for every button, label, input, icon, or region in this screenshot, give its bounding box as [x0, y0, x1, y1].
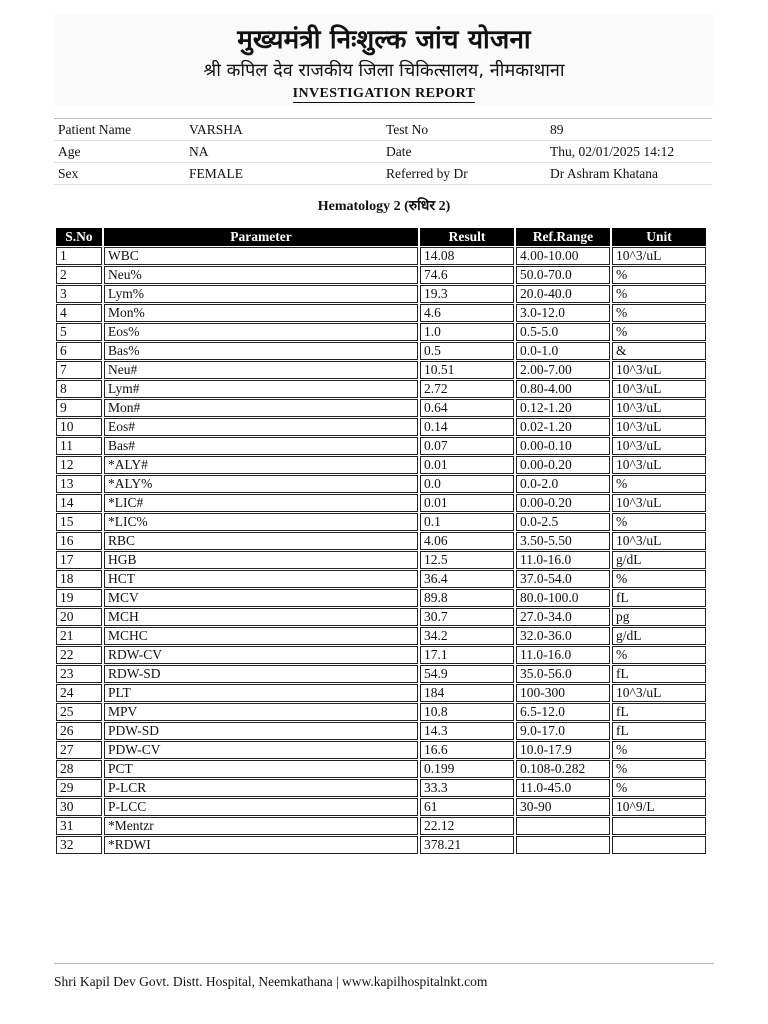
cell-unit: fL [612, 665, 706, 683]
cell-sno: 18 [56, 570, 102, 588]
cell-sno: 11 [56, 437, 102, 455]
cell-result: 61 [420, 798, 514, 816]
cell-result: 0.01 [420, 456, 514, 474]
cell-unit: 10^3/uL [612, 456, 706, 474]
table-row [56, 722, 706, 740]
cell-unit [612, 817, 706, 835]
cell-sno: 8 [56, 380, 102, 398]
cell-sno: 22 [56, 646, 102, 664]
cell-sno: 24 [56, 684, 102, 702]
cell-parameter: P-LCR [104, 779, 418, 797]
cell-parameter: Lym% [104, 285, 418, 303]
cell-ref-range: 35.0-56.0 [516, 665, 610, 683]
table-row [56, 513, 706, 531]
cell-unit: % [612, 646, 706, 664]
cell-result: 2.72 [420, 380, 514, 398]
cell-result: 0.5 [420, 342, 514, 360]
cell-sno: 28 [56, 760, 102, 778]
cell-parameter: *LIC% [104, 513, 418, 531]
cell-ref-range: 2.00-7.00 [516, 361, 610, 379]
patient-info-row [54, 163, 712, 185]
cell-result: 14.3 [420, 722, 514, 740]
cell-result: 54.9 [420, 665, 514, 683]
cell-unit: fL [612, 722, 706, 740]
cell-unit: 10^3/uL [612, 418, 706, 436]
cell-ref-range: 11.0-16.0 [516, 551, 610, 569]
referred-label: Referred by Dr [386, 165, 468, 181]
cell-parameter: Neu# [104, 361, 418, 379]
patient-name: VARSHA [189, 121, 243, 137]
table-row [56, 247, 706, 265]
cell-sno: 14 [56, 494, 102, 512]
cell-parameter: Lym# [104, 380, 418, 398]
table-row [56, 665, 706, 683]
cell-result: 378.21 [420, 836, 514, 854]
cell-parameter: MCH [104, 608, 418, 626]
cell-unit: % [612, 304, 706, 322]
age-value: NA [189, 143, 209, 159]
cell-ref-range: 11.0-16.0 [516, 646, 610, 664]
results-table [54, 227, 708, 855]
cell-sno: 13 [56, 475, 102, 493]
date-value: Thu, 02/01/2025 14:12 [550, 143, 675, 159]
cell-sno: 7 [56, 361, 102, 379]
table-row [56, 760, 706, 778]
cell-sno: 31 [56, 817, 102, 835]
cell-unit: 10^3/uL [612, 361, 706, 379]
cell-unit: pg [612, 608, 706, 626]
cell-ref-range: 30-90 [516, 798, 610, 816]
patient-name-label: Patient Name [58, 121, 132, 137]
cell-unit: 10^3/uL [612, 247, 706, 265]
test-no: 89 [550, 121, 564, 137]
cell-result: 10.8 [420, 703, 514, 721]
cell-result: 1.0 [420, 323, 514, 341]
cell-sno: 27 [56, 741, 102, 759]
table-row [56, 323, 706, 341]
cell-parameter: *RDWI [104, 836, 418, 854]
cell-parameter: Bas% [104, 342, 418, 360]
cell-ref-range: 80.0-100.0 [516, 589, 610, 607]
cell-unit: g/dL [612, 551, 706, 569]
cell-unit: % [612, 741, 706, 759]
cell-unit [612, 836, 706, 854]
cell-sno: 12 [56, 456, 102, 474]
cell-result: 89.8 [420, 589, 514, 607]
cell-sno: 23 [56, 665, 102, 683]
table-row [56, 266, 706, 284]
cell-unit: % [612, 323, 706, 341]
cell-ref-range: 3.0-12.0 [516, 304, 610, 322]
cell-sno: 26 [56, 722, 102, 740]
cell-ref-range: 37.0-54.0 [516, 570, 610, 588]
cell-result: 0.07 [420, 437, 514, 455]
table-row [56, 779, 706, 797]
cell-parameter: HCT [104, 570, 418, 588]
cell-parameter: RDW-CV [104, 646, 418, 664]
cell-sno: 17 [56, 551, 102, 569]
cell-ref-range: 0.12-1.20 [516, 399, 610, 417]
table-row [56, 399, 706, 417]
table-row [56, 361, 706, 379]
table-row [56, 646, 706, 664]
cell-unit: % [612, 760, 706, 778]
cell-result: 0.0 [420, 475, 514, 493]
cell-parameter: MCHC [104, 627, 418, 645]
referred-doctor: Dr Ashram Khatana [550, 165, 658, 181]
header-parameter: Parameter [104, 228, 418, 246]
cell-result: 4.6 [420, 304, 514, 322]
cell-unit: % [612, 570, 706, 588]
cell-sno: 3 [56, 285, 102, 303]
cell-sno: 16 [56, 532, 102, 550]
cell-result: 14.08 [420, 247, 514, 265]
header-result: Result [420, 228, 514, 246]
cell-parameter: *Mentzr [104, 817, 418, 835]
cell-unit: fL [612, 589, 706, 607]
cell-result: 36.4 [420, 570, 514, 588]
table-row [56, 570, 706, 588]
cell-result: 34.2 [420, 627, 514, 645]
cell-sno: 2 [56, 266, 102, 284]
cell-parameter: Eos% [104, 323, 418, 341]
cell-result: 0.1 [420, 513, 514, 531]
report-title-text: INVESTIGATION REPORT [292, 86, 476, 101]
cell-sno: 20 [56, 608, 102, 626]
cell-result: 184 [420, 684, 514, 702]
cell-ref-range: 0.5-5.0 [516, 323, 610, 341]
cell-ref-range: 0.00-0.20 [516, 456, 610, 474]
table-row [56, 798, 706, 816]
cell-sno: 15 [56, 513, 102, 531]
table-row [56, 456, 706, 474]
sex-value: FEMALE [189, 165, 243, 181]
cell-parameter: *LIC# [104, 494, 418, 512]
cell-parameter: RBC [104, 532, 418, 550]
date-label: Date [386, 143, 412, 159]
cell-ref-range: 10.0-17.9 [516, 741, 610, 759]
cell-sno: 1 [56, 247, 102, 265]
table-row [56, 380, 706, 398]
cell-unit: 10^3/uL [612, 380, 706, 398]
cell-sno: 5 [56, 323, 102, 341]
table-row [56, 304, 706, 322]
cell-parameter: PCT [104, 760, 418, 778]
cell-unit: 10^9/L [612, 798, 706, 816]
cell-unit: 10^3/uL [612, 532, 706, 550]
cell-result: 0.14 [420, 418, 514, 436]
table-row [56, 342, 706, 360]
cell-result: 0.199 [420, 760, 514, 778]
cell-ref-range: 4.00-10.00 [516, 247, 610, 265]
cell-sno: 32 [56, 836, 102, 854]
cell-sno: 4 [56, 304, 102, 322]
cell-parameter: PDW-CV [104, 741, 418, 759]
patient-info [54, 118, 712, 185]
cell-result: 4.06 [420, 532, 514, 550]
cell-sno: 30 [56, 798, 102, 816]
cell-unit: & [612, 342, 706, 360]
cell-parameter: Mon% [104, 304, 418, 322]
report-header [54, 14, 714, 106]
cell-ref-range: 0.108-0.282 [516, 760, 610, 778]
table-row [56, 608, 706, 626]
cell-unit: fL [612, 703, 706, 721]
cell-sno: 29 [56, 779, 102, 797]
cell-ref-range: 0.0-2.5 [516, 513, 610, 531]
cell-parameter: Neu% [104, 266, 418, 284]
cell-result: 12.5 [420, 551, 514, 569]
header-ref-range: Ref.Range [516, 228, 610, 246]
scheme-title: मुख्यमंत्री निःशुल्क जांच योजना [237, 25, 531, 55]
cell-unit: 10^3/uL [612, 399, 706, 417]
cell-ref-range: 32.0-36.0 [516, 627, 610, 645]
cell-ref-range [516, 836, 610, 854]
footer [54, 963, 714, 990]
cell-result: 0.64 [420, 399, 514, 417]
cell-parameter: Bas# [104, 437, 418, 455]
cell-ref-range: 6.5-12.0 [516, 703, 610, 721]
cell-parameter: *ALY% [104, 475, 418, 493]
table-row [56, 285, 706, 303]
cell-sno: 19 [56, 589, 102, 607]
cell-parameter: RDW-SD [104, 665, 418, 683]
cell-sno: 10 [56, 418, 102, 436]
table-row [56, 589, 706, 607]
test-no-label: Test No [386, 121, 429, 137]
table-row [56, 418, 706, 436]
cell-result: 22.12 [420, 817, 514, 835]
cell-parameter: P-LCC [104, 798, 418, 816]
cell-unit: 10^3/uL [612, 437, 706, 455]
cell-sno: 6 [56, 342, 102, 360]
cell-result: 17.1 [420, 646, 514, 664]
footer-text: Shri Kapil Dev Govt. Distt. Hospital, Neemkathana | www.kapilhospitalnkt.com [54, 974, 488, 989]
cell-sno: 21 [56, 627, 102, 645]
cell-ref-range: 0.0-2.0 [516, 475, 610, 493]
cell-sno: 25 [56, 703, 102, 721]
table-row [56, 494, 706, 512]
cell-ref-range: 50.0-70.0 [516, 266, 610, 284]
cell-ref-range: 0.80-4.00 [516, 380, 610, 398]
cell-unit: % [612, 266, 706, 284]
patient-info-row [54, 141, 712, 163]
table-header-row [56, 228, 706, 246]
cell-ref-range: 20.0-40.0 [516, 285, 610, 303]
header-unit: Unit [612, 228, 706, 246]
hospital-name: श्री कपिल देव राजकीय जिला चिकित्सालय, नीमकाथाना [203, 60, 565, 81]
cell-ref-range: 0.00-0.20 [516, 494, 610, 512]
cell-result: 16.6 [420, 741, 514, 759]
report-title [54, 86, 714, 102]
cell-ref-range [516, 817, 610, 835]
cell-unit: % [612, 513, 706, 531]
table-row [56, 817, 706, 835]
sex-label: Sex [58, 165, 79, 181]
cell-sno: 9 [56, 399, 102, 417]
table-row [56, 836, 706, 854]
cell-unit: % [612, 779, 706, 797]
cell-parameter: MPV [104, 703, 418, 721]
cell-result: 74.6 [420, 266, 514, 284]
cell-unit: % [612, 475, 706, 493]
cell-result: 19.3 [420, 285, 514, 303]
cell-ref-range: 100-300 [516, 684, 610, 702]
table-row [56, 551, 706, 569]
cell-unit: 10^3/uL [612, 684, 706, 702]
cell-parameter: Eos# [104, 418, 418, 436]
cell-unit: g/dL [612, 627, 706, 645]
cell-parameter: PDW-SD [104, 722, 418, 740]
section-title: Hematology 2 (रुधिर 2) [317, 199, 451, 214]
patient-info-row [54, 119, 712, 141]
cell-ref-range: 0.02-1.20 [516, 418, 610, 436]
cell-result: 30.7 [420, 608, 514, 626]
table-row [56, 703, 706, 721]
cell-parameter: MCV [104, 589, 418, 607]
cell-result: 0.01 [420, 494, 514, 512]
cell-parameter: PLT [104, 684, 418, 702]
table-row [56, 627, 706, 645]
table-row [56, 741, 706, 759]
table-row [56, 532, 706, 550]
cell-ref-range: 0.0-1.0 [516, 342, 610, 360]
cell-ref-range: 3.50-5.50 [516, 532, 610, 550]
cell-ref-range: 11.0-45.0 [516, 779, 610, 797]
cell-parameter: WBC [104, 247, 418, 265]
table-row [56, 475, 706, 493]
cell-ref-range: 9.0-17.0 [516, 722, 610, 740]
cell-result: 33.3 [420, 779, 514, 797]
age-label: Age [58, 143, 81, 159]
cell-parameter: *ALY# [104, 456, 418, 474]
cell-unit: % [612, 285, 706, 303]
cell-ref-range: 0.00-0.10 [516, 437, 610, 455]
cell-unit: 10^3/uL [612, 494, 706, 512]
cell-parameter: HGB [104, 551, 418, 569]
results-body [56, 247, 706, 854]
table-row [56, 437, 706, 455]
cell-parameter: Mon# [104, 399, 418, 417]
cell-ref-range: 27.0-34.0 [516, 608, 610, 626]
cell-result: 10.51 [420, 361, 514, 379]
header-sno: S.No [56, 228, 102, 246]
table-row [56, 684, 706, 702]
